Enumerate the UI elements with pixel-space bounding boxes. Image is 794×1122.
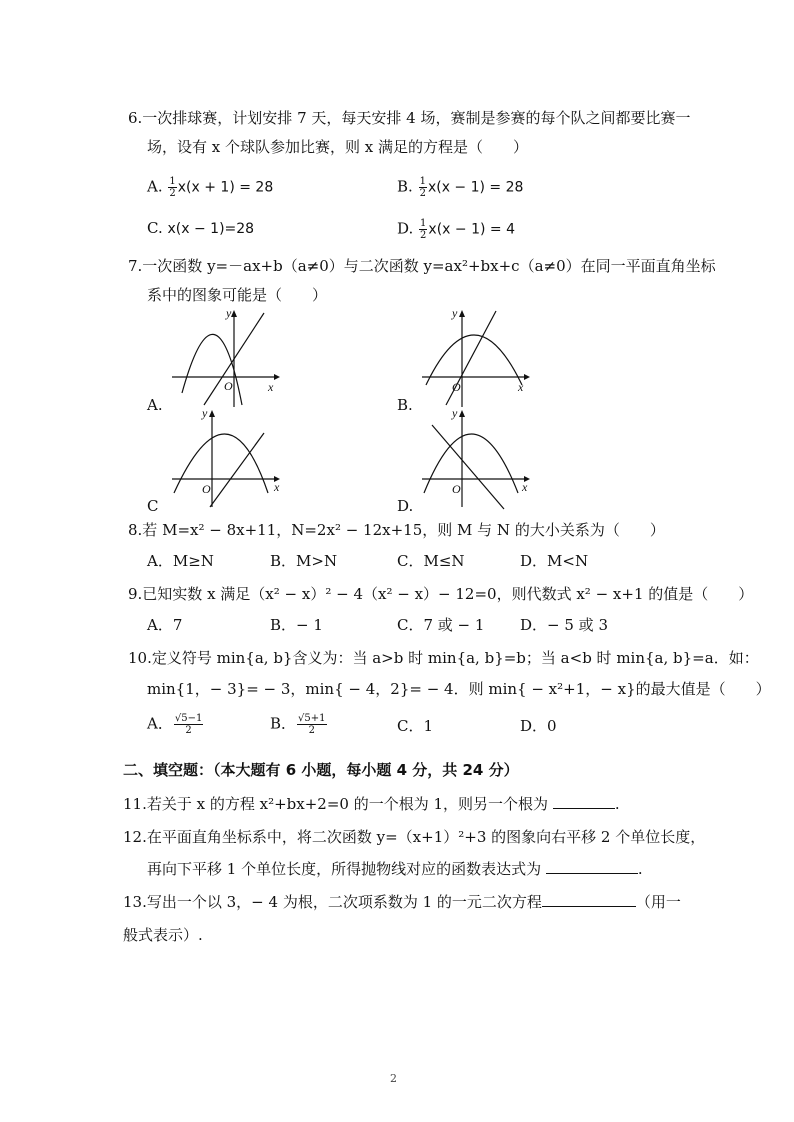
q13-stem-line2: 般式表示）. [123,926,203,944]
q6-option-d [397,218,515,241]
q10-option-d: D．0 [520,717,557,735]
graph-b-label: B. [397,396,413,414]
x-axis-label: x [518,380,524,394]
option-expression: x(x − 1) = 4 [428,221,515,238]
q8-option-a: A．M≥N [147,552,214,570]
q12-tail: . [637,860,643,878]
q6-option-c [147,218,254,239]
q6-stem-line1: 6.一次排球赛，计划安排 7 天，每天安排 4 场，赛制是参赛的每个队之间都要比赛一 [128,109,691,127]
option-expression: x(x − 1)=28 [167,221,255,237]
x-axis-label: x [268,380,274,394]
option-label: D. [397,219,414,238]
q13-text: 13.写出一个以 3，− 4 为根，二次项系数为 1 的一元二次方程 [123,893,542,911]
fraction: $\frac{1}{2}$ [419,176,426,199]
option-expression: x(x + 1) = 28 [177,179,274,196]
option-expression: x(x − 1) = 28 [427,179,524,196]
straight-line [432,425,504,509]
x-axis-arrow [524,374,530,380]
q8-option-c: C．M≤N [397,552,465,570]
answer-blank[interactable] [546,859,638,874]
q10-stem-line1: 10.定义符号 min{a, b}含义为：当 a>b 时 min{a, b}=b；当 a<b 时 min{a, b}=a．如： [128,649,759,667]
q12-stem-line2 [147,859,643,879]
q8-stem: 8.若 M=x² − 8x+11，N=2x² − 12x+15，则 M 与 N 的大小关系为（ ） [128,521,665,539]
y-axis-arrow [459,310,465,317]
answer-blank[interactable] [542,892,636,907]
q11-tail: . [614,795,620,813]
graph-c [168,405,288,510]
y-axis-label: y [452,306,458,320]
section-title: 二、填空题：（本大题有 6 小题，每小题 4 分，共 24 分） [123,761,519,779]
x-axis-label: x [522,480,528,494]
q13-tail: （用一 [635,893,681,911]
x-axis-arrow [274,374,280,380]
option-label: A． [147,714,173,733]
q11-text: 11.若关于 x 的方程 x²+bx+2=0 的一个根为 1，则另一个根为 [123,795,549,813]
option-label: B. [397,177,413,196]
q8-option-b: B．M>N [270,552,338,570]
y-axis-arrow [231,310,237,317]
y-axis-label: y [202,406,208,420]
origin-label: O [452,380,461,394]
option-label: C. [147,219,163,237]
y-axis-label: y [226,306,232,320]
origin-label: O [202,482,211,496]
q9-option-b: B．− 1 [270,616,323,634]
graph-b [418,305,538,410]
parabola [174,434,268,493]
graph-d-label: D. [397,497,414,515]
option-label: A. [147,177,163,196]
q9-stem: 9.已知实数 x 满足（x² − x）² − 4（x² − x）− 12=0，则代数式 x² − x+1 的值是（ ） [128,585,754,603]
q6-option-b [397,176,523,199]
fraction: $\frac{√5-1}{2}$ [174,713,203,736]
parabola [424,434,518,493]
q13-stem-line1 [123,892,681,912]
graph-a [168,305,288,410]
q8-option-d: D．M<N [520,552,589,570]
q7-stem-line2: 系中的图象可能是（ ） [147,286,328,304]
q10-option-c: C．1 [397,717,434,735]
page-number: 2 [390,1072,397,1085]
origin-label: O [224,379,233,393]
x-axis-label: x [274,480,280,494]
graph-a-label: A. [147,396,163,414]
q11-stem [123,794,620,814]
q6-stem-line2: 场，设有 x 个球队参加比赛，则 x 满足的方程是（ ） [147,138,528,156]
answer-blank[interactable] [553,794,615,809]
q12-text: 再向下平移 1 个单位长度，所得抛物线对应的函数表达式为 [147,860,542,878]
graph-c-label: C [147,497,159,515]
q10-option-a [147,713,204,736]
graph-d [418,405,538,510]
fraction: $\frac{1}{2}$ [169,176,176,199]
q9-option-a: A．7 [147,616,183,634]
straight-line [210,433,264,507]
origin-label: O [452,482,461,496]
q9-option-d: D．− 5 或 3 [520,616,608,634]
q6-option-a [147,176,273,199]
q10-option-b [270,713,328,736]
y-axis-arrow [209,410,215,417]
fraction: $\frac{1}{2}$ [420,218,427,241]
q7-stem-line1: 7.一次函数 y=－ax+b（a≠0）与二次函数 y=ax²+bx+c（a≠0）在同一平面直角坐标 [128,257,716,275]
q10-stem-line2: min{1，− 3}= − 3，min{ − 4，2}= − 4．则 min{ − x²+1，− x}的最大值是（ ） [147,680,771,698]
q12-stem-line1: 12.在平面直角坐标系中，将二次函数 y=（x+1）²+3 的图象向右平移 2 个单位长度， [123,828,706,846]
parabola [182,334,242,405]
q9-option-c: C．7 或 − 1 [397,616,485,634]
y-axis-arrow [459,410,465,417]
option-label: B． [270,714,297,733]
y-axis-label: y [452,406,458,420]
fraction: $\frac{√5+1}{2}$ [298,713,326,736]
